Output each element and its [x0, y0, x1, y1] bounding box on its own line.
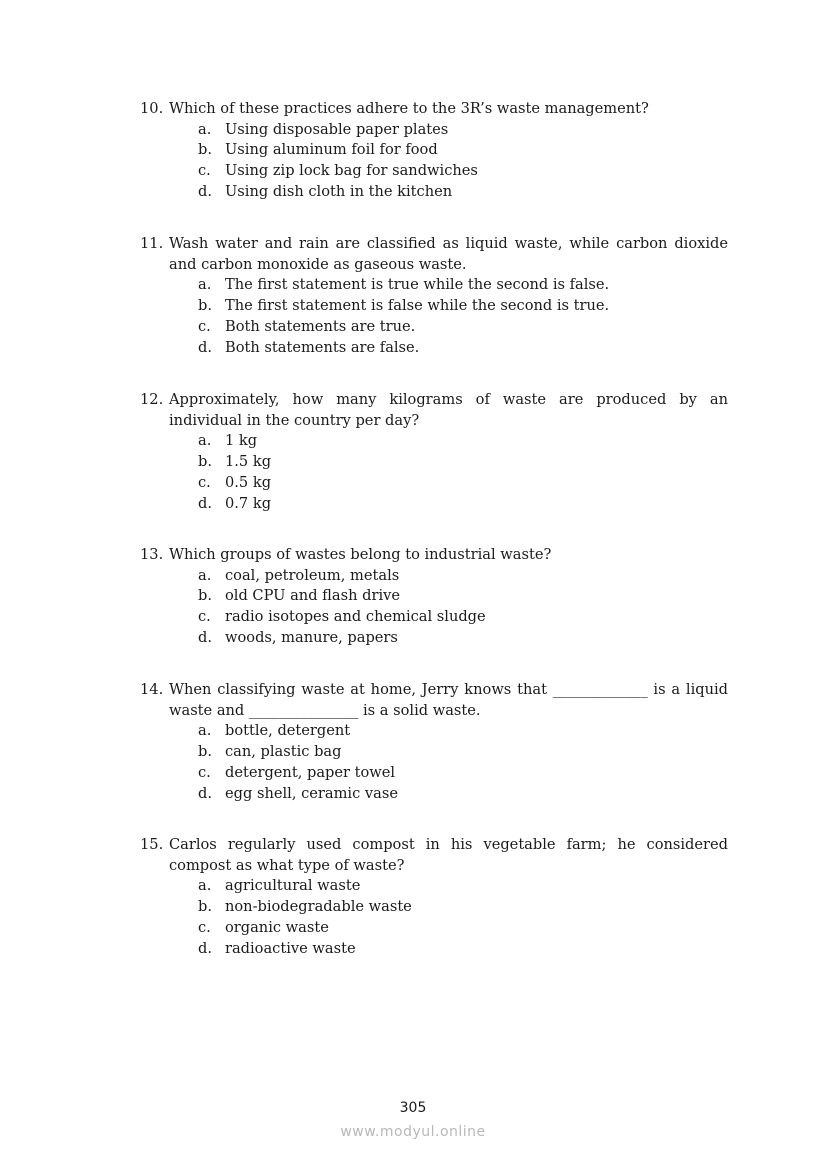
option-b: b. old CPU and flash drive [198, 587, 401, 605]
watermark: www.modyul.online [340, 1124, 486, 1140]
option-d: d. 0.7 kg [198, 494, 272, 512]
option-a: a. bottle, detergent [198, 722, 351, 740]
options-list [140, 431, 728, 514]
question-12 [140, 390, 728, 514]
page-number: 305 [399, 1100, 427, 1116]
option-b: b. The first statement is false while the second is true. [198, 297, 610, 315]
option-b: b. 1.5 kg [198, 453, 272, 471]
question-number: 10. [140, 100, 164, 117]
question-text: Which of these practices adhere to the 3R’s waste management? [169, 100, 649, 117]
question-number: 13. [140, 546, 164, 563]
question-11 [140, 234, 728, 358]
option-c: c. Both statements are true. [198, 317, 416, 335]
question-text: Which groups of wastes belong to industrial waste? [169, 546, 552, 563]
option-b: b. Using aluminum foil for food [198, 141, 438, 159]
options-list [140, 876, 728, 959]
question-text: Carlos regularly used compost in his vegetable farm; he considered compost as what type of waste? [169, 836, 728, 874]
options-list [140, 120, 728, 203]
question-13 [140, 545, 728, 649]
option-d: d. Using dish cloth in the kitchen [198, 182, 453, 200]
question-number: 14. [140, 681, 164, 698]
option-b: b. non-biodegradable waste [198, 898, 412, 916]
option-c: c. Using zip lock bag for sandwiches [198, 162, 478, 180]
option-a: a. Using disposable paper plates [198, 120, 449, 138]
option-a: a. agricultural waste [198, 877, 361, 895]
option-c: c. detergent, paper towel [198, 763, 396, 781]
option-d: d. radioactive waste [198, 939, 356, 957]
option-d: d. egg shell, ceramic vase [198, 784, 398, 802]
option-c: c. organic waste [198, 918, 329, 936]
question-text: Approximately, how many kilograms of waste are produced by an individual in the country per day? [169, 391, 728, 429]
options-list [140, 275, 728, 358]
options-list [140, 566, 728, 649]
question-number: 15. [140, 836, 164, 853]
option-c: c. 0.5 kg [198, 473, 272, 491]
option-d: d. woods, manure, papers [198, 628, 398, 646]
options-list [140, 721, 728, 804]
option-b: b. can, plastic bag [198, 743, 342, 761]
option-c: c. radio isotopes and chemical sludge [198, 608, 486, 626]
question-15 [140, 835, 728, 959]
option-a: a. coal, petroleum, metals [198, 566, 400, 584]
question-14 [140, 680, 728, 804]
option-d: d. Both statements are false. [198, 338, 420, 356]
question-number: 11. [140, 235, 164, 252]
question-text: Wash water and rain are classified as liquid waste, while carbon dioxide and carbon monoxide as gaseous waste. [169, 235, 728, 273]
option-a: a. 1 kg [198, 432, 258, 450]
question-number: 12. [140, 391, 164, 408]
question-text: When classifying waste at home, Jerry knows that _____________ is a liquid waste and _______________ is a solid waste. [169, 681, 728, 719]
question-10 [140, 99, 728, 203]
option-a: a. The first statement is true while the second is false. [198, 276, 610, 294]
